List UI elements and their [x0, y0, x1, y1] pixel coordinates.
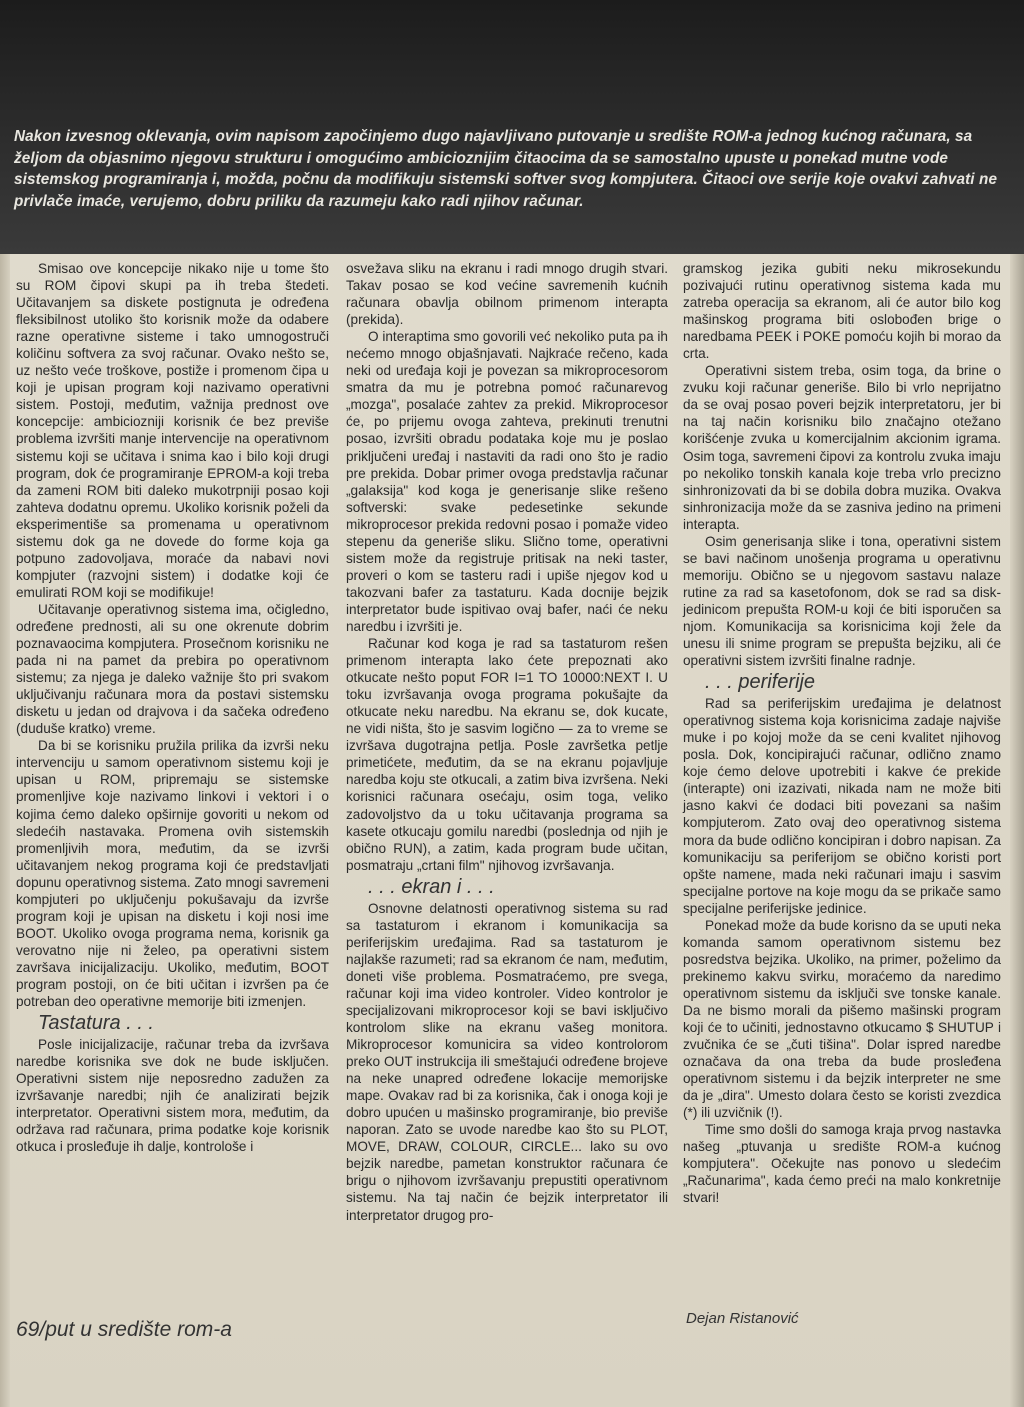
paragraph: Posle inicijalizacije, računar treba da izvršava naredbe korisnika sve dok ne bude isključen. Operativni sistem nije neposredno zadužen za izvršavanje naredbi; njih će analizirati bejzik interpretator. Operativni sistem mora, međutim, da održava rad računara, prima podatke koje korisnik otkuca i prosleđuje ih dalje, kontrološe i: [16, 1037, 329, 1155]
author-signature: Dejan Ristanović: [686, 1310, 799, 1327]
paragraph: Operativni sistem treba, osim toga, da brine o zvuku koji računar generiše. Bilo bi vrlo nepriјatno da se ovaj posao poveri bejzik interpretatoru, jer bi na taj način korisniku bilo značajno otežano korišćenje zvuka u komercijalnim akcionim igrama. Osim toga, savremeni čipovi za kontrolu zvuka imaju po nekoliko tonskih kanala koje treba vrlo precizno sinhronizovati da bi se dobila dobra muzika. Ovakva sinhronizacija može da se zasniva jedino na primeni interapta.: [683, 363, 1001, 532]
paragraph: Učitavanje operativnog sistema ima, očigledno, određene prednosti, ali su one okrenute dobrim poznavaocima kompjutera. Prosečnom korisniku ne pada ni na pamet da prebira po operativnom sistemu; za njega je daleko važnije što pri svakom uključivanju računara mora da postavi sistemsku disketu u jedan od drajvova i da sačeka određeno (duduše kratko) vreme.: [16, 601, 329, 737]
paragraph: Osim generisanja slike i tona, operativni sistem se bavi načinom unošenja programa u operativnu memoriju. Obično se u njegovom sastavu nalaze rutine za rad sa kasetofonom, dok se rad sa disk-jedinicom prepušta ROM-u koji će biti isporučen sa njom. Komunikacija sa korisnicima koji žele da unesu ili snime program se prepušta bejziku, ali će operativni sistem izvršiti finalne radnje.: [683, 533, 1001, 669]
subheading-tastatura: Tastatura . . .: [38, 1012, 154, 1035]
paragraph: Time smo došli do samoga kraja prvog nastavka našeg „ptuvanja u središte ROM-a kućnog kompjutera". Očekujte nas ponovo u sledećim „Računarima", kada ćemo preći na malo konkretnije stvari!: [683, 1122, 1001, 1206]
paragraph: Osnovne delatnosti operativnog sistema su rad sa tastaturom i ekranom i komunikacija sa periferijskim uređajima. Rad sa tastaturom je najlakše razumeti; rad sa ekranom će nam, međutim, doneti više problema. Posmatraćemo, pre svega, računar koji ima video kontroler. Video kontrolor je specijalizovani mikroprocesor koji se bavi isključivo kontrolom slike na ekranu vašeg monitora. Mikroprocesor komunicira sa video kontrolorom preko OUT instrukcija ili smeštajući određene brojeve na neke unapred određene lokacije memorijske mape. Ovakav rad bi za korisnika, čak i onoga koji je dobro upućen u mašinsko programiranje, bio previše naporan. Zato se uvode naredbe kao što su PLOT, MOVE, DRAW, COLOUR, CIRCLE... lako su ovo bejzik naredbe, pametan konstruktor računara će brigu o njihovom izvršavanju prepustiti operativnom sistemu. Na taj način će bejzik interpretator ili interpretator drugog pro-: [346, 900, 668, 1223]
subheading-ekran: . . . ekran i . . .: [368, 875, 495, 898]
paragraph: Rad sa periferijskim uređajima je delatnost operativnog sistema koja korisnicima zadaje najviše muke i po kojoj može da se ceni kvalitet njihovog posla. Dok, koncipirajući računar, odlično znamo koje ćemo delove upotrebiti i kakve će prekide (interapte) oni izazivati, nikada nam ne može biti jasno kakvi će dodaci biti povezani sa našim kompjuterom. Zato ovaj deo operativnog sistema mora da bude odlično koncipiran i dobro napisan. Za komunikaciju sa periferijom se obično koristi port opšte namene, mada neki računari imaju i sasvim specijalne portove na koje mogu da se prikače samo specijalne periferijske jedinice.: [683, 696, 1001, 916]
column-1: [16, 260, 329, 1155]
paragraph: O interaptima smo govorili već nekoliko puta pa ih nećemo mnogo objašnjavati. Najkraće rečeno, kada neki od uređaja koji je povezan sa mikroprocesorom smatra da mu je potrebna pomoć računarevog „mozga", posalaće zahtev za prekid. Mikroprocesor će, po prijemu ovoga zahteva, prekinuti trenutni posao, izvršiti obradu podataka koje mu je poslao priključeni uređaj i nastaviti da radi ono što je radio pre prekida. Dobar primer ovoga predstavlja računar „galaksija" kod koga je generisanje slike rešeno softverski: svake pedesetinke sekunde mikroprocesor prekida redovni posao i pomaže video stepenu da generiše sliku. Slično tome, operativni sistem može da registruje pritisak na neki taster, proveri o kom se tasteru radi i upiše njegov kod u takozvani bafer za tastaturu. Kada docnije bejzik interpretator bude ispitivao ovaj bafer, naći će neku naredbu i izvršiti je.: [346, 329, 668, 634]
paragraph: Smisao ove koncepcije nikako nije u tome što su ROM čipovi skupi pa ih treba štedeti. Učitavanjem sa diskete postignuta je određena fleksibilnost utoliko što korisnik može da odabere razne operativne sisteme i tako umnogostruči količinu softvera za svoj računar. Ovako nešto se, uz nešto veće troškove, postiže i promenom čipa u koji je upisan program koji nazivamo operativni sistem. Postoji, međutim, važnija prednost ove koncepcije: ambiciozniji korisnik će bez previše problema izvršiti manje intervencije na operativnom sistemu koji se učitava i snima kao i bilo koji drugi program, dok će programiranje EPROM-a koji treba da zameni ROM biti daleko mukotrpniji posao koji zahteva dodatnu opremu. Ukoliko korisnik poželi da eksperimentiše sa promenama u operativnom sistemu dok ga ne dovede do forme koja ga potpuno zadovoljava, moraće da nabavi novi kompjuter (razvojni sistem) i dodatke koji će emulirati ROM koji se modifikuje!: [16, 261, 329, 600]
paragraph: gramskog jezika gubiti neku mikrosekundu pozivajući rutinu operativnog sistema kada mu zatreba operacija sa ekranom, ali će autor bilo kog mašinskog programa biti oslobođen brige o naredbama PEEK i POKE pomoću kojih bi morao da crta.: [683, 261, 1001, 362]
paragraph: Ponekad može da bude korisno da se uputi neka komanda samom operativnom sistemu bez posredstva bejzika. Ukoliko, na primer, poželimo da prekinemo kakvu svirku, moraćemo da naredimo operativnom sistemu da isključi sve tonske kanale. Da ne bismo morali da pišemo mašinski program koji će to učiniti, jednostavno otkucamo $ SHUTUP i zvučnika će se „čuti tišina". Dolar ispred naredbe označava da ona treba da bude prosleđena operativnom sistemu i da bejzik interpreter ne sme da je „dira". Umesto dolara često se koristi zvezdica (*) ili uzvičnik (!).: [683, 917, 1001, 1121]
paragraph: Računar kod koga je rad sa tastaturom rešen primenom interapta lako ćete prepoznati ako otkucate nešto poput FOR I=1 TO 10000:NEXT I. U toku izvršavanja ovoga programa pokušajte da otkucate neku naredbu. Na ekranu se, dok kucate, ne vidi ništa, što je sasvim logično — za to vreme se izvršava dugotrajna petlja. Posle završetka petlje primetićete, međutim, da se na ekranu pojavljuje naredba koju ste otkucali, a zatim biva izvršena. Neki korisnici računara osećaju, osim toga, veliko zadovoljstvo da u toku učitavanja programa sa kasete otkucaju gomilu naredbi (poslednja od njih je obično RUN), a zatim, kada program bude učitan, posmatraju „crtani film" njihovog izvršavanja.: [346, 636, 668, 873]
header-band: [0, 0, 1024, 254]
intro-lead: Nakon izvesnog oklevanja, ovim napisom započinjemo dugo najavljivano putovanje u središte ROM-a jednog kućnog računara, sa željom da objasnimo njegovu strukturu i omogućimo ambicioznijim čitaocima da se samostalno upuste u ponekad mutne vode sistemskog programiranja i, možda, počnu da modifikuju sistemski softver svog kompjutera. Čitaoci ove serije koje ovakvi zahvati ne privlače imaće, verujemo, dobru priliku da razumeju kako radi njihov računar.: [14, 128, 998, 210]
column-3: [683, 260, 1001, 1207]
subheading-periferije: . . . periferije: [705, 671, 816, 694]
page-right-edge: [1010, 254, 1024, 1407]
page-footer: 69/put u središte rom-a: [16, 1318, 232, 1341]
paragraph: Da bi se korisniku pružila prilika da izvrši neku intervenciju u samom operativnom sistemu koji je upisan u ROM, pripremaju se sistemske promenljive koje nazivamo linkovi i vektori i o kojima ćemo daleko opširnije govoriti u nekom od sledećih nastavaka. Promena ovih sistemskih promenljivih mora, međutim, da se izvrši učitavanjem nekog programa koji će predstavljati dopunu operativnog sistema. Zato mnogi savremeni kompjuteri po uključenju pokušavaju da izvrše program koji je upisan na disketu i koji nosi ime BOOT. Ukoliko ovoga programa nema, korisnik ga verovatno nije ni želeo, pa operativni sistem završava inicijalizaciju. Ukoliko, međutim, BOOT program postoji, on će biti učitan i izvršen pa će potreban deo operativne memorije biti izmenjen.: [16, 738, 329, 1010]
column-2: [346, 260, 668, 1224]
page-left-edge: [0, 254, 10, 1407]
paragraph: osvežava sliku na ekranu i radi mnogo drugih stvari. Takav posao se kod većine savremenih kućnih računara obavlja obilnom primenom interapta (prekida).: [346, 261, 668, 328]
